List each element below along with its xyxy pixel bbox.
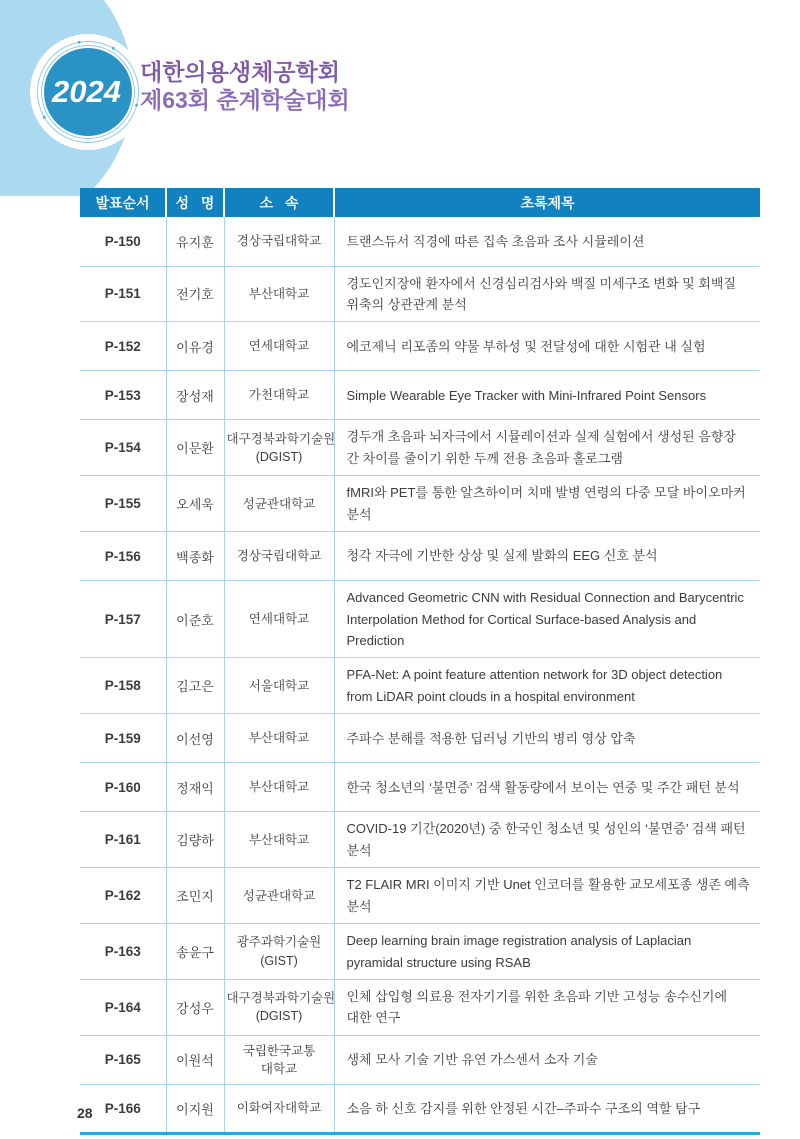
cell-order: P-157 [80,581,166,658]
col-header-order: 발표순서 [80,188,166,217]
year-badge [44,48,132,136]
cell-name: 이지원 [166,1084,224,1133]
cell-name: 강성우 [166,979,224,1035]
cell-name: 백종화 [166,532,224,581]
cell-order: P-155 [80,476,166,532]
cell-abstract-title: 주파수 분해를 적용한 딥러닝 기반의 병리 영상 압축 [334,714,760,763]
cell-order: P-159 [80,714,166,763]
table-row [80,322,760,371]
cell-affiliation: 서울대학교 [224,658,334,714]
table-row [80,868,760,924]
cell-abstract-title: PFA-Net: A point feature attention network for 3D object detection from LiDAR point clouds in a hospital environment [334,658,760,714]
cell-abstract-title: Advanced Geometric CNN with Residual Connection and Barycentric Interpolation Method for Cortical Surface-based Analysis and Prediction [334,581,760,658]
cell-affiliation: 경상국립대학교 [224,217,334,266]
table-row [80,1084,760,1133]
table-row [80,217,760,266]
cell-order: P-165 [80,1035,166,1084]
cell-name: 이선영 [166,714,224,763]
table-row [80,714,760,763]
cell-order: P-163 [80,924,166,980]
cell-affiliation: 부산대학교 [224,266,334,322]
col-header-abstract-title: 초록제목 [334,188,760,217]
cell-name: 장성재 [166,371,224,420]
cell-abstract-title: COVID-19 기간(2020년) 중 한국인 청소년 및 성인의 ‘불면증’ 검색 패턴 분석 [334,812,760,868]
table-row [80,266,760,322]
cell-name: 이문환 [166,420,224,476]
table-row [80,532,760,581]
conference-titles [140,58,350,114]
cell-abstract-title: 에코제닉 리포좀의 약물 부하성 및 전달성에 대한 시험관 내 실험 [334,322,760,371]
cell-order: P-151 [80,266,166,322]
conference-name: 제63회 춘계학술대회 [140,87,350,114]
cell-name: 전기호 [166,266,224,322]
masthead [0,0,800,196]
cell-name: 오세욱 [166,476,224,532]
cell-order: P-153 [80,371,166,420]
cell-affiliation: 대구경북과학기술원 (DGIST) [224,420,334,476]
cell-affiliation: 부산대학교 [224,812,334,868]
cell-affiliation: 경상국립대학교 [224,532,334,581]
cell-affiliation: 부산대학교 [224,763,334,812]
cell-order: P-150 [80,217,166,266]
cell-order: P-154 [80,420,166,476]
table-row [80,979,760,1035]
cell-affiliation: 연세대학교 [224,581,334,658]
table-row [80,581,760,658]
cell-abstract-title: T2 FLAIR MRI 이미지 기반 Unet 인코더를 활용한 교모세포종 생존 예측 분석 [334,868,760,924]
society-name: 대한의용생체공학회 [140,59,340,85]
table-header-row [80,188,760,217]
cell-affiliation: 국립한국교통 대학교 [224,1035,334,1084]
col-header-name: 성 명 [166,188,224,217]
table-row [80,476,760,532]
cell-order: P-160 [80,763,166,812]
cell-affiliation: 이화여자대학교 [224,1084,334,1133]
cell-name: 김고은 [166,658,224,714]
cell-abstract-title: 경도인지장애 환자에서 신경심리검사와 백질 미세구조 변화 및 회백질 위축의 상관관계 분석 [334,266,760,322]
table-row [80,1035,760,1084]
cell-abstract-title: 소음 하 신호 감지를 위한 안정된 시간–주파수 구조의 역할 탐구 [334,1084,760,1133]
cell-affiliation: 성균관대학교 [224,476,334,532]
cell-affiliation: 부산대학교 [224,714,334,763]
cell-abstract-title: 생체 모사 기술 기반 유연 가스센서 소자 기술 [334,1035,760,1084]
cell-abstract-title: 경두개 초음파 뇌자극에서 시뮬레이션과 실제 실험에서 생성된 음향장 간 차이를 줄이기 위한 두께 전용 초음파 홀로그램 [334,420,760,476]
table-row [80,763,760,812]
cell-name: 송윤구 [166,924,224,980]
cell-abstract-title: 청각 자극에 기반한 상상 및 실제 발화의 EEG 신호 분석 [334,532,760,581]
cell-abstract-title: Simple Wearable Eye Tracker with Mini-Infrared Point Sensors [334,371,760,420]
table-row [80,658,760,714]
table-row [80,371,760,420]
cell-affiliation: 광주과학기술원 (GIST) [224,924,334,980]
table-row [80,924,760,980]
cell-affiliation: 대구경북과학기술원 (DGIST) [224,979,334,1035]
poster-presentation-table [80,188,760,1135]
cell-name: 유지훈 [166,217,224,266]
cell-name: 이유경 [166,322,224,371]
cell-name: 이원석 [166,1035,224,1084]
cell-affiliation: 성균관대학교 [224,868,334,924]
col-header-affiliation: 소 속 [224,188,334,217]
cell-order: P-161 [80,812,166,868]
cell-abstract-title: 인체 삽입형 의료용 전자기기를 위한 초음파 기반 고성능 송수신기에 대한 연구 [334,979,760,1035]
cell-abstract-title: Deep learning brain image registration analysis of Laplacian pyramidal structure using RSAB [334,924,760,980]
cell-name: 정재익 [166,763,224,812]
cell-name: 조민지 [166,868,224,924]
table-row [80,812,760,868]
cell-abstract-title: 한국 청소년의 ‘불면증’ 검색 활동량에서 보이는 연중 및 주간 패턴 분석 [334,763,760,812]
cell-order: P-152 [80,322,166,371]
cell-name: 김량하 [166,812,224,868]
cell-abstract-title: fMRI와 PET를 통한 알츠하이머 치매 발병 연령의 다중 모달 바이오마커 분석 [334,476,760,532]
cell-order: P-162 [80,868,166,924]
cell-affiliation: 가천대학교 [224,371,334,420]
cell-order: P-158 [80,658,166,714]
cell-order: P-166 [80,1084,166,1133]
cell-affiliation: 연세대학교 [224,322,334,371]
cell-order: P-156 [80,532,166,581]
cell-name: 이준호 [166,581,224,658]
cell-order: P-164 [80,979,166,1035]
table-row [80,420,760,476]
page-number: 28 [77,1105,93,1121]
year-label: 2024 [52,74,121,109]
cell-abstract-title: 트랜스듀서 직경에 따른 집속 초음파 조사 시뮬레이션 [334,217,760,266]
